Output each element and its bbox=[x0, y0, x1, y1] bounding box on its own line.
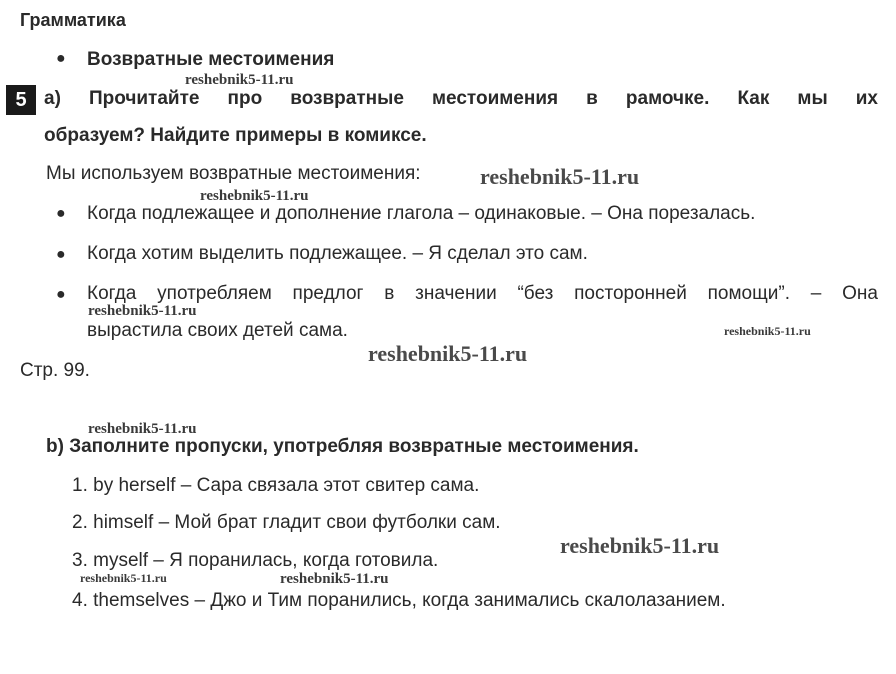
watermark: reshebnik5-11.ru bbox=[368, 341, 528, 366]
use-item-3: Когда употребляем предлог в значении “без посторонней помощи”. – Она bbox=[87, 283, 878, 304]
watermark: reshebnik5-11.ru bbox=[185, 72, 294, 88]
answer-1: 1. by herself – Сара связала этот свитер сама. bbox=[72, 475, 480, 496]
bullet-icon: ● bbox=[56, 205, 66, 222]
watermark: reshebnik5-11.ru bbox=[88, 421, 197, 437]
answer-3: 3. myself – Я поранилась, когда готовила. bbox=[72, 550, 439, 571]
watermark: reshebnik5-11.ru bbox=[200, 188, 309, 204]
task-a-line1: a) Прочитайте про возвратные местоимения в рамочке. Как мы их bbox=[44, 88, 878, 109]
watermark: reshebnik5-11.ru bbox=[88, 303, 197, 319]
answer-2: 2. himself – Мой брат гладит свои футболки сам. bbox=[72, 512, 501, 533]
section-title: Грамматика bbox=[20, 10, 126, 30]
bullet-icon: ● bbox=[56, 286, 66, 303]
task-b-heading: b) Заполните пропуски, употребляя возвратные местоимения. bbox=[46, 436, 639, 457]
use-item-2: Когда хотим выделить подлежащее. – Я сделал это сам. bbox=[87, 243, 588, 264]
answer-4: 4. themselves – Джо и Тим поранились, когда занимались скалолазанием. bbox=[72, 590, 726, 611]
use-item-1: Когда подлежащее и дополнение глагола – одинаковые. – Она порезалась. bbox=[87, 203, 756, 224]
watermark: reshebnik5-11.ru bbox=[80, 571, 167, 585]
task-a-line2: образуем? Найдите примеры в комиксе. bbox=[44, 125, 427, 146]
topic-title: Возвратные местоимения bbox=[87, 49, 335, 70]
exercise-number-badge: 5 bbox=[6, 85, 36, 115]
use-item-3-cont: вырастила своих детей сама. bbox=[87, 320, 348, 341]
watermark: reshebnik5-11.ru bbox=[480, 164, 640, 189]
watermark: reshebnik5-11.ru bbox=[724, 324, 811, 338]
bullet-icon: ● bbox=[56, 50, 66, 67]
watermark: reshebnik5-11.ru bbox=[560, 533, 720, 558]
page-reference: Стр. 99. bbox=[20, 360, 90, 381]
intro-text: Мы используем возвратные местоимения: bbox=[46, 163, 421, 184]
bullet-icon: ● bbox=[56, 246, 66, 263]
watermark: reshebnik5-11.ru bbox=[280, 571, 389, 587]
